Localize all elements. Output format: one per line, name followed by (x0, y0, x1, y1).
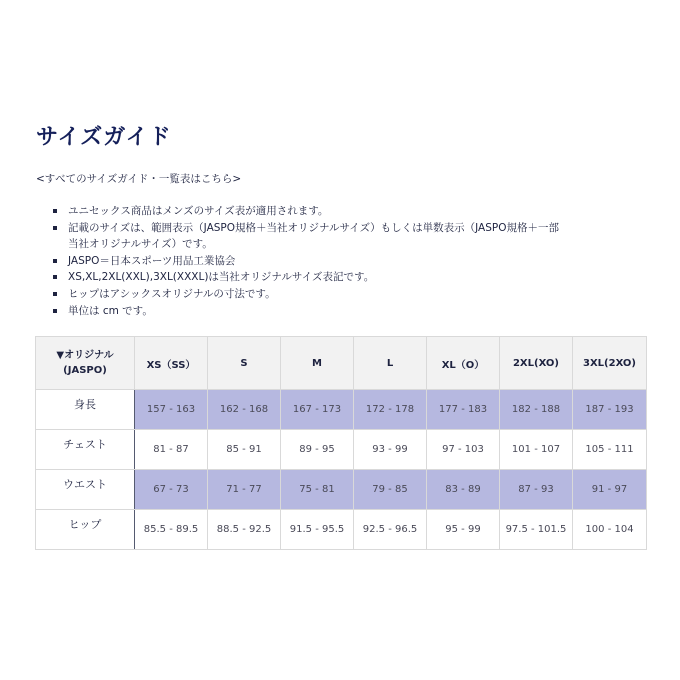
table-cell: 105 - 111 (573, 430, 647, 470)
size-header-2xl: 2XL(XO) (500, 337, 573, 390)
table-cell: 182 - 188 (500, 390, 573, 430)
table-cell: 177 - 183 (427, 390, 500, 430)
table-cell: 93 - 99 (354, 430, 427, 470)
table-cell: 97.5 - 101.5 (500, 510, 573, 550)
table-cell: 83 - 89 (427, 470, 500, 510)
table-row-hip (36, 510, 647, 550)
table-cell: 81 - 87 (135, 430, 208, 470)
table-cell: 101 - 107 (500, 430, 573, 470)
table-cell: 87 - 93 (500, 470, 573, 510)
table-cell: 71 - 77 (208, 470, 281, 510)
table-cell: 67 - 73 (135, 470, 208, 510)
table-cell: 89 - 95 (281, 430, 354, 470)
table-cell: 91 - 97 (573, 470, 647, 510)
standard-header-cell (36, 337, 135, 390)
bullet-icon (53, 226, 57, 230)
size-header-xl: XL（O） (427, 337, 500, 390)
note-text: 単位は cm です。 (68, 304, 153, 317)
size-header-3xl: 3XL(2XO) (573, 337, 647, 390)
table-cell: 91.5 - 95.5 (281, 510, 354, 550)
note-text: XS,XL,2XL(XXL),3XL(XXXL)は当社オリジナルサイズ表記です。 (68, 271, 375, 284)
table-cell: 95 - 99 (427, 510, 500, 550)
note-item (53, 253, 633, 270)
standard-sublabel: (JASPO) (63, 365, 107, 376)
notes-list (53, 203, 633, 319)
table-cell: 157 - 163 (135, 390, 208, 430)
size-chart-table (35, 336, 647, 550)
size-header-row (36, 337, 647, 390)
note-text: 記載のサイズは、範囲表示（JASPO規格＋当社オリジナルサイズ）もしくは単数表示（JASPO規格＋一部 (68, 221, 560, 234)
table-cell: 162 - 168 (208, 390, 281, 430)
note-text: ユニセックス商品はメンズのサイズ表が適用されます。 (68, 205, 329, 217)
table-cell: 100 - 104 (573, 510, 647, 550)
bullet-icon (53, 259, 57, 263)
table-cell: 85.5 - 89.5 (135, 510, 208, 550)
table-row-waist (36, 470, 647, 510)
note-item (53, 269, 633, 286)
bullet-icon (53, 209, 57, 213)
size-header-xs: XS（SS） (135, 337, 208, 390)
table-cell: 97 - 103 (427, 430, 500, 470)
page-title: サイズガイド (36, 125, 172, 150)
bullet-icon (53, 292, 57, 296)
table-cell: 79 - 85 (354, 470, 427, 510)
size-header-s: S (208, 337, 281, 390)
bullet-icon (53, 275, 57, 279)
table-row-height (36, 390, 647, 430)
standard-label: ▼オリジナル (56, 350, 114, 361)
all-size-guides-link[interactable]: <すべてのサイズガイド・一覧表はこちら> (36, 173, 242, 185)
table-cell: 167 - 173 (281, 390, 354, 430)
size-header-l: L (354, 337, 427, 390)
note-text: ヒップはアシックスオリジナルの寸法です。 (68, 287, 276, 300)
row-label: ヒップ (36, 510, 135, 550)
bullet-icon (53, 309, 57, 313)
note-text: JASPO＝日本スポーツ用品工業協会 (68, 254, 236, 267)
row-label: チェスト (36, 430, 135, 470)
note-item (53, 303, 633, 320)
table-cell: 85 - 91 (208, 430, 281, 470)
table-cell: 172 - 178 (354, 390, 427, 430)
note-item (53, 286, 633, 303)
note-item (53, 203, 633, 220)
note-item (53, 220, 633, 253)
note-text-continued: 当社オリジナルサイズ）です。 (68, 238, 213, 251)
table-cell: 92.5 - 96.5 (354, 510, 427, 550)
table-cell: 88.5 - 92.5 (208, 510, 281, 550)
size-header-m: M (281, 337, 354, 390)
row-label: ウエスト (36, 470, 135, 510)
table-cell: 187 - 193 (573, 390, 647, 430)
table-cell: 75 - 81 (281, 470, 354, 510)
table-row-chest (36, 430, 647, 470)
row-label: 身長 (36, 390, 135, 430)
